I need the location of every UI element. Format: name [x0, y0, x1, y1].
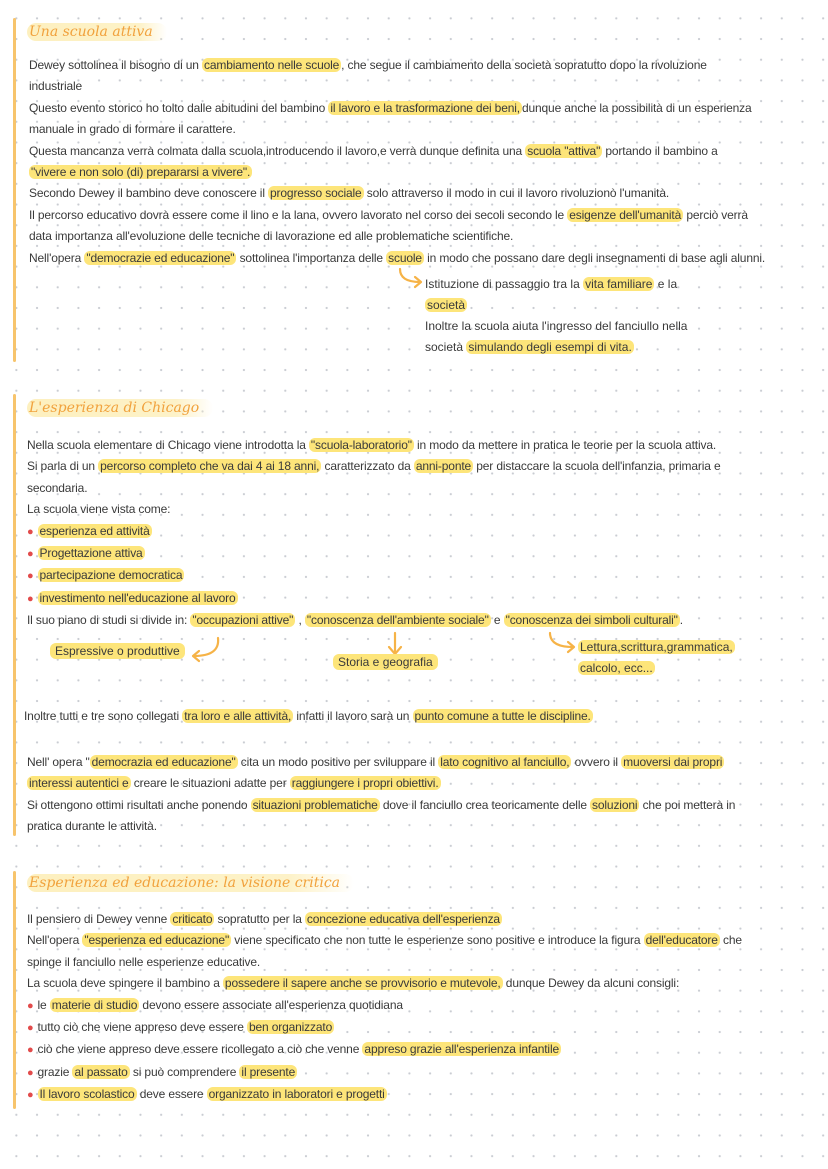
highlight: vita familiare	[585, 277, 653, 291]
text-line: pratica durante le attività.	[27, 819, 157, 834]
text-line: Il percorso educativo dovrà essere come il lino e la lana, ovvero lavorato nel corso dei secoli secondo le esigenze dell'umanità perciò verrà	[29, 207, 748, 222]
section-accent-bar	[13, 394, 16, 836]
bullet-icon: ●	[27, 570, 34, 583]
note-espressive: Espressive o produttive	[50, 643, 185, 659]
highlight: il presente	[241, 1064, 296, 1079]
curved-arrow-icon	[545, 630, 579, 656]
highlight: possedere il sapere anche se provvisorio e mutevole,	[224, 976, 501, 991]
highlight: "democrazie ed educazione"	[86, 250, 235, 265]
highlight: scuole	[388, 250, 422, 265]
highlight: percorso completo che va dai 4 ai 18 anni,	[100, 459, 320, 474]
highlight: "vivere e non solo (di) prepararsi a vivere".	[31, 165, 251, 180]
section-body	[27, 435, 721, 632]
section-body	[27, 909, 742, 1107]
sub-note	[425, 274, 687, 358]
section-body	[24, 706, 593, 727]
highlight: organizzato in laboratori e progetti	[208, 1087, 385, 1102]
highlight: investimento nell'educazione al lavoro	[39, 590, 236, 605]
bullet-icon: ●	[27, 1022, 34, 1035]
text-line	[425, 295, 687, 316]
text-line: Istituzione di passaggio tra la vita familiare e la	[425, 277, 678, 291]
list-item: ● grazie al passato si può comprendere il presente	[27, 1064, 296, 1079]
highlight: tra loro e alle attività,	[184, 709, 292, 723]
highlight: "occupazioni attive"	[192, 613, 294, 628]
highlight: materie di studio	[51, 997, 138, 1012]
text-line: Nell'opera "democrazie ed educazione" sottolinea l'importanza delle scuole in modo che possano dare degli insegnamenti di base agli alunni.	[29, 250, 766, 265]
highlight: interessi autentici e	[29, 776, 129, 791]
text-line: La scuola deve spingere il bambino a possedere il sapere anche se provvisorio e mutevole, dunque Dewey da alcuni consigli:	[27, 976, 680, 991]
highlight: calcolo, ecc...	[580, 661, 653, 675]
list-item	[27, 521, 721, 543]
list-item: ● le materie di studio devono essere associate all'esperienza quotidiana	[27, 997, 403, 1012]
highlight: lato cognitivo al fanciullo,	[440, 755, 570, 769]
text-line: data importanza all'evoluzione delle tecniche di lavorazione ed alle problematiche scientifiche.	[29, 229, 514, 244]
highlight: cambiamento nelle scuole	[204, 58, 340, 72]
highlight: "conoscenza dell'ambiente sociale"	[306, 613, 489, 628]
highlight: "conoscenza dei simboli culturali"	[505, 613, 678, 628]
highlight: appreso grazie all'esperienza infantile	[364, 1042, 559, 1057]
highlight: criticato	[172, 912, 213, 926]
text-line: Nell'opera "esperienza ed educazione" viene specificato che non tutte le esperienze sono positive e introduce la figura dell'educatore che	[27, 933, 742, 948]
highlight: soluzioni	[592, 797, 638, 812]
bullet-icon: ●	[27, 1044, 34, 1057]
highlight: Il lavoro scolastico	[39, 1087, 135, 1102]
bullet-icon: ●	[27, 1089, 34, 1102]
bullet-icon: ●	[27, 999, 34, 1012]
text-line: La scuola viene vista come:	[27, 502, 171, 517]
list-item: ● Il lavoro scolastico deve essere organizzato in laboratori e progetti	[27, 1087, 385, 1102]
highlight: partecipazione democratica	[39, 568, 183, 583]
text-line: Dewey sottolinea il bisogno di un cambiamento nelle scuole , che segue il cambiamento della società sopratutto dopo la rivoluzione	[29, 58, 707, 72]
list-item	[27, 543, 721, 565]
highlight: anni-ponte	[415, 459, 472, 474]
highlight: esperienza ed attività	[39, 523, 150, 538]
list-item	[27, 565, 721, 587]
highlight: il lavoro e la trasformazione dei beni,	[330, 100, 520, 115]
text-line: Questo evento storico ho tolto dalle abitudini del bambino il lavoro e la trasformazione dei beni, dunque anche la possibilità di un esperienza	[29, 100, 752, 115]
section-accent-bar	[13, 871, 16, 1109]
text-line: Questa mancanza verrà colmata dalla scuola,introducendo il lavoro,e verrà dunque definita una scuola "attiva" portando il bambino a	[29, 143, 718, 158]
text-line: industriale	[29, 79, 83, 94]
highlight: muoversi dai propri	[623, 755, 723, 769]
section-title: Esperienza ed educazione: la visione critica	[27, 874, 354, 892]
text-line	[29, 162, 765, 183]
section-body	[29, 55, 765, 269]
text-line: Nella scuola elementare di Chicago viene introdotta la "scuola-laboratorio" in modo da mettere in pratica le teorie per la scuola attiva.	[27, 438, 717, 452]
section-title: L'esperienza di Chicago	[27, 399, 213, 417]
bullet-icon: ●	[27, 592, 34, 605]
text-line: Si ottengono ottimi risultati anche ponendo situazioni problematiche dove il fanciullo crea teoricamente delle soluzioni che poi metterà in	[27, 797, 736, 812]
highlight: "scuola-laboratorio"	[310, 438, 412, 452]
curved-arrow-icon	[396, 266, 426, 292]
highlight: Progettazione attiva	[39, 546, 143, 561]
highlight: Lettura,scrittura,grammatica,	[580, 640, 733, 654]
text-line: Il suo piano di studi si divide in: "occupazioni attive" , "conoscenza dell'ambiente sociale" e "conoscenza dei simboli culturali" .	[27, 613, 683, 628]
highlight: "esperienza ed educazione"	[84, 933, 230, 948]
highlight: situazioni problematiche	[252, 797, 378, 812]
text-line: Inoltre la scuola aiuta l'ingresso del fanciullo nella	[425, 319, 688, 333]
text-line: spinge il fanciullo nelle esperienze educative.	[27, 954, 261, 969]
text-line: Nell' opera " democrazia ed educazione" cita un modo positivo per sviluppare il lato cognitivo al fanciullo, ovvero il muoversi dai propri	[27, 755, 723, 769]
highlight: scuola "attiva"	[527, 143, 601, 158]
highlight: al passato	[74, 1064, 128, 1079]
highlight: dell'educatore	[645, 933, 718, 948]
text-line: Inoltre tutti e tre sono collegati tra loro e alle attività, infatti il lavoro sarà un punto comune a tutte le discipline.	[24, 709, 591, 723]
note-storia: Storia e geografia	[333, 654, 438, 670]
list-item	[27, 588, 721, 610]
text-line: Si parla di un percorso completo che va dai 4 ai 18 anni, caratterizzato da anni-ponte per distaccare la scuola dell'infanzia, primaria e	[27, 459, 721, 474]
text-line: secondaria.	[27, 480, 88, 495]
bullet-icon: ●	[27, 548, 34, 561]
highlight: simulando degli esempi di vita.	[468, 340, 632, 354]
curved-arrow-icon	[188, 636, 224, 664]
text-line: Il pensiero di Dewey venne criticato sopratutto per la concezione educativa dell'esperienza	[27, 912, 500, 926]
highlight: punto comune a tutte le discipline.	[414, 709, 591, 723]
section-title: Una scuola attiva	[27, 23, 167, 41]
section-body	[27, 752, 735, 838]
text-line: società simulando degli esempi di vita.	[425, 340, 632, 354]
bullet-icon: ●	[27, 525, 34, 538]
highlight: società	[427, 298, 466, 312]
highlight: progresso sociale	[270, 186, 362, 201]
section-accent-bar	[13, 18, 16, 362]
list-item: ● ciò che viene appreso deve essere ricollegato a ciò che venne appreso grazie all'esperienza infantile	[27, 1042, 559, 1057]
bullet-icon: ●	[27, 1066, 34, 1079]
highlight: concezione educativa dell'esperienza	[306, 912, 500, 926]
highlight: ben organizzato	[248, 1020, 333, 1035]
highlight: esigenze dell'umanità	[569, 207, 682, 222]
highlight: raggiungere i propri obiettivi.	[291, 776, 439, 791]
text-line: Secondo Dewey il bambino deve conoscere il progresso sociale solo attraverso il modo in cui il lavoro rivoluzionò l'umanità.	[29, 186, 670, 201]
note-lettura	[578, 637, 735, 679]
highlight: democrazia ed educazione"	[91, 755, 236, 769]
list-item: ● tutto ciò che viene appreso deve essere ben organizzato	[27, 1020, 333, 1035]
text-line: interessi autentici e creare le situazioni adatte per raggiungere i propri obiettivi.	[29, 776, 439, 791]
text-line: manuale in grado di formare il carattere.	[29, 122, 236, 137]
